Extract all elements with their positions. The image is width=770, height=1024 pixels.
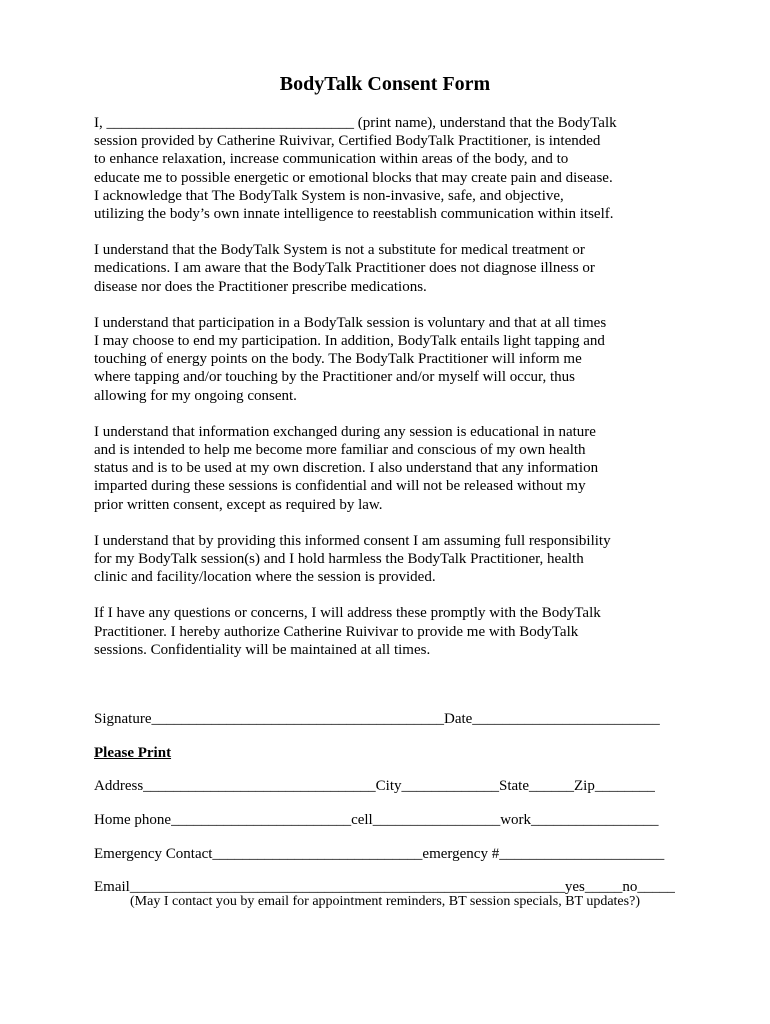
text-line: I understand that by providing this informed consent I am assuming full responsibility: [94, 532, 611, 549]
please-print-heading: Please Print: [94, 745, 172, 761]
text-line: medications. I am aware that the BodyTalk Practitioner does not diagnose illness or: [94, 260, 595, 277]
text-line: where tapping and/or touching by the Practitioner and/or myself will occur, thus: [94, 369, 575, 386]
text-line: allowing for my ongoing consent.: [94, 387, 297, 404]
paragraph-not-medical: [94, 241, 694, 296]
text-line: I understand that participation in a BodyTalk session is voluntary and that at all times: [94, 314, 607, 331]
text-line: educate me to possible energetic or emotional blocks that may create pain and disease.: [94, 169, 613, 186]
email-line[interactable]: Email__________________________________________________________yes_____no_____: [94, 879, 675, 895]
text-line: I acknowledge that The BodyTalk System is non-invasive, safe, and objective,: [94, 187, 564, 204]
consent-body: [94, 114, 694, 677]
text-line: utilizing the body’s own innate intelligence to reestablish communication within itself.: [94, 206, 614, 223]
text-line: If I have any questions or concerns, I will address these promptly with the BodyTalk: [94, 605, 601, 622]
text-line: session provided by Catherine Ruivivar, Certified BodyTalk Practitioner, is intended: [94, 133, 601, 150]
emergency-contact-line[interactable]: Emergency Contact____________________________emergency #______________________: [94, 846, 665, 862]
paragraph-questions: [94, 604, 694, 659]
text-line: sessions. Confidentiality will be maintained at all times.: [94, 641, 431, 658]
text-line: I, _________________________________ (print name), understand that the BodyTalk: [94, 115, 617, 131]
address-line[interactable]: Address_______________________________City_____________State______Zip________: [94, 778, 655, 794]
phone-line[interactable]: Home phone________________________cell_________________work_________________: [94, 812, 659, 828]
text-line: disease nor does the Practitioner prescribe medications.: [94, 278, 427, 295]
paragraph-responsibility: [94, 532, 694, 587]
text-line: prior written consent, except as required by law.: [94, 496, 383, 513]
text-line: I understand that information exchanged during any session is educational in nature: [94, 423, 596, 440]
text-line: clinic and facility/location where the session is provided.: [94, 569, 436, 586]
text-line: imparted during these sessions is confidential and will not be released without my: [94, 478, 586, 495]
text-line: and is intended to help me become more familiar and conscious of my own health: [94, 442, 586, 459]
text-line: touching of energy points on the body. The BodyTalk Practitioner will inform me: [94, 351, 582, 368]
text-line: status and is to be used at my own discretion. I also understand that any information: [94, 460, 599, 477]
signature-date-line[interactable]: Signature_______________________________________Date_________________________: [94, 711, 660, 727]
form-title: BodyTalk Consent Form: [279, 73, 491, 95]
paragraph-voluntary: [94, 314, 694, 405]
text-line: I may choose to end my participation. In addition, BodyTalk entails light tapping and: [94, 333, 605, 350]
paragraph-intent: [94, 114, 694, 223]
text-line: to enhance relaxation, increase communication within areas of the body, and to: [94, 151, 569, 168]
text-line: I understand that the BodyTalk System is not a substitute for medical treatment or: [94, 242, 585, 259]
email-consent-note: (May I contact you by email for appointment reminders, BT session specials, BT updates?): [130, 894, 640, 909]
text-line: for my BodyTalk session(s) and I hold harmless the BodyTalk Practitioner, health: [94, 551, 584, 568]
text-line: Practitioner. I hereby authorize Catherine Ruivivar to provide me with BodyTalk: [94, 623, 579, 640]
paragraph-confidential: [94, 423, 694, 514]
